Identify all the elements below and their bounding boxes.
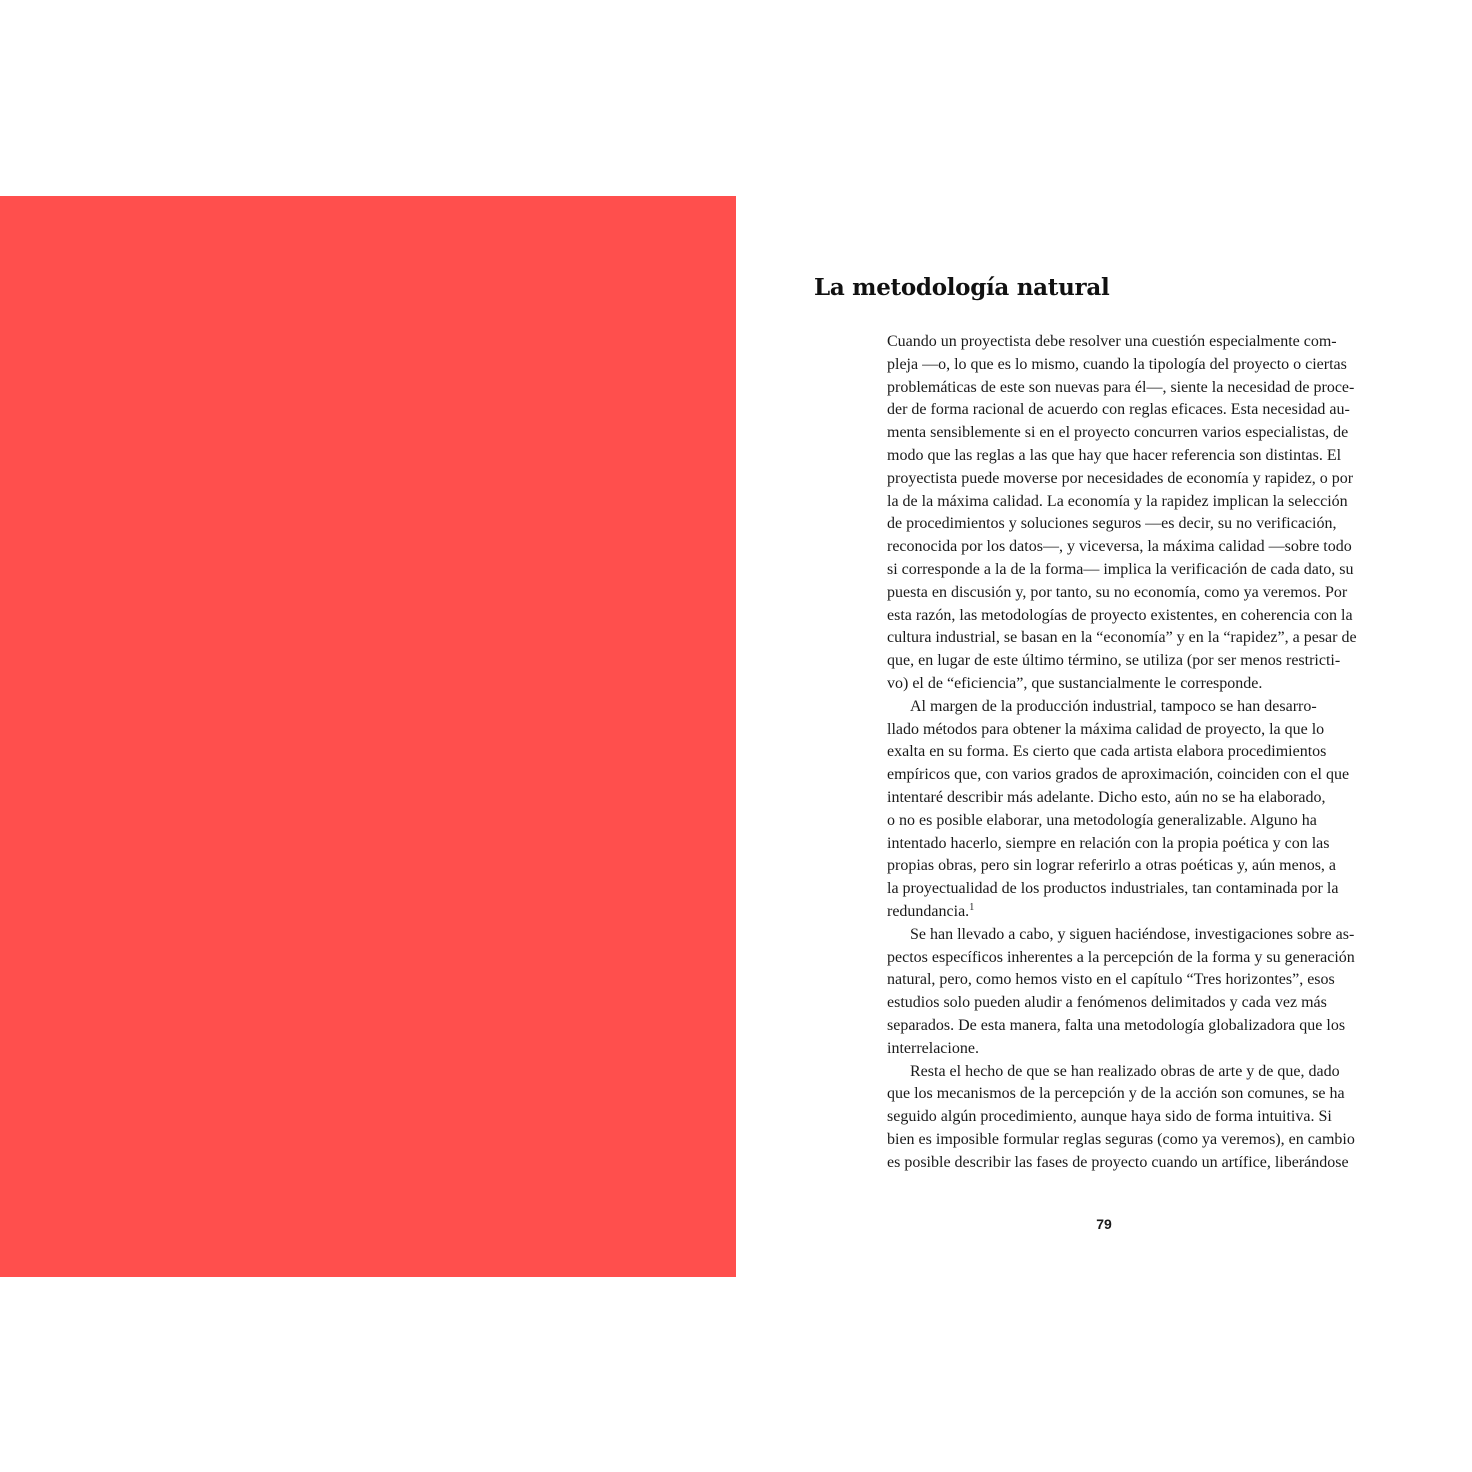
text-line: interrelacione. [887, 1039, 979, 1057]
text-line: puesta en discusión y, por tanto, su no economía, como ya veremos. Por [887, 583, 1348, 601]
text-line: seguido algún procedimiento, aunque haya sido de forma intuitiva. Si [887, 1108, 1332, 1126]
left-page-color-block [0, 196, 736, 1277]
text-line: separados. De esta manera, falta una metodología globalizadora que los [887, 1016, 1346, 1034]
text-line: Cuando un proyectista debe resolver una cuestión especialmente com- [887, 333, 1337, 350]
page-number: 79 [1096, 1216, 1112, 1232]
text-line: si corresponde a la de la forma— implica la verificación de cada dato, su [887, 560, 1354, 578]
text-line: que, en lugar de este último término, se utiliza (por ser menos restricti- [887, 652, 1341, 670]
text-line: reconocida por los datos—, y viceversa, la máxima calidad —sobre todo [887, 538, 1352, 556]
text-line: intentado hacerlo, siempre en relación con la propia poética y con las [887, 834, 1330, 852]
text-line: la proyectualidad de los productos industriales, tan contaminada por la [887, 880, 1339, 898]
text-line: o no es posible elaborar, una metodología generalizable. Alguno ha [887, 811, 1317, 829]
text-line: menta sensiblemente si en el proyecto concurren varios especialistas, de [887, 424, 1349, 442]
text-line: que los mecanismos de la percepción y de la acción son comunes, se ha [887, 1085, 1345, 1103]
text-line: estudios solo pueden aludir a fenómenos delimitados y cada vez más [887, 994, 1327, 1012]
text-line: natural, pero, como hemos visto en el capítulo “Tres horizontes”, esos [887, 971, 1335, 989]
text-line: pleja —o, lo que es lo mismo, cuando la tipología del proyecto o ciertas [887, 355, 1347, 373]
text-line-content: redundancia. [887, 902, 970, 920]
text-line: problemáticas de este son nuevas para él—, siente la necesidad de proce- [887, 378, 1355, 396]
text-line: bien es imposible formular reglas seguras (como ya veremos), en cambio [887, 1130, 1355, 1148]
text-line: cultura industrial, se basan en la “economía” y en la “rapidez”, a pesar de [887, 629, 1357, 647]
text-line: Al margen de la producción industrial, tampoco se han desarro- [910, 697, 1317, 715]
text-line: intentaré describir más adelante. Dicho esto, aún no se ha elaborado, [887, 788, 1326, 806]
text-line: es posible describir las fases de proyecto cuando un artífice, liberándose [887, 1153, 1349, 1171]
text-line: la de la máxima calidad. La economía y la rapidez implican la selección [887, 492, 1348, 510]
text-line: llado métodos para obtener la máxima calidad de proyecto, la que lo [887, 720, 1325, 738]
text-line: empíricos que, con varios grados de aproximación, coinciden con el que [887, 766, 1350, 784]
text-line: propias obras, pero sin lograr referirlo a otras poéticas y, aún menos, a [887, 857, 1337, 875]
text-line: esta razón, las metodologías de proyecto existentes, en coherencia con la [887, 606, 1353, 624]
text-line: proyectista puede moverse por necesidades de economía y rapidez, o por [887, 469, 1354, 487]
text-line: pectos específicos inherentes a la percepción de la forma y su generación [887, 948, 1355, 966]
body-text [887, 331, 1397, 1174]
text-line: exalta en su forma. Es cierto que cada artista elabora procedimientos [887, 743, 1327, 761]
text-line: vo) el de “eficiencia”, que sustancialmente le corresponde. [887, 674, 1263, 692]
chapter-title: La metodología natural [814, 274, 1110, 301]
text-line [887, 901, 1397, 924]
text-line: modo que las reglas a las que hay que hacer referencia son distintas. El [887, 446, 1342, 464]
text-line: Resta el hecho de que se han realizado obras de arte y de que, dado [910, 1062, 1340, 1080]
text-line: de procedimientos y soluciones seguros —es decir, su no verificación, [887, 515, 1337, 533]
text-line: der de forma racional de acuerdo con reglas eficaces. Esta necesidad au- [887, 401, 1350, 419]
right-page [736, 196, 1472, 1277]
footnote-marker: 1 [969, 901, 975, 913]
text-line: Se han llevado a cabo, y siguen haciéndose, investigaciones sobre as- [910, 925, 1355, 943]
